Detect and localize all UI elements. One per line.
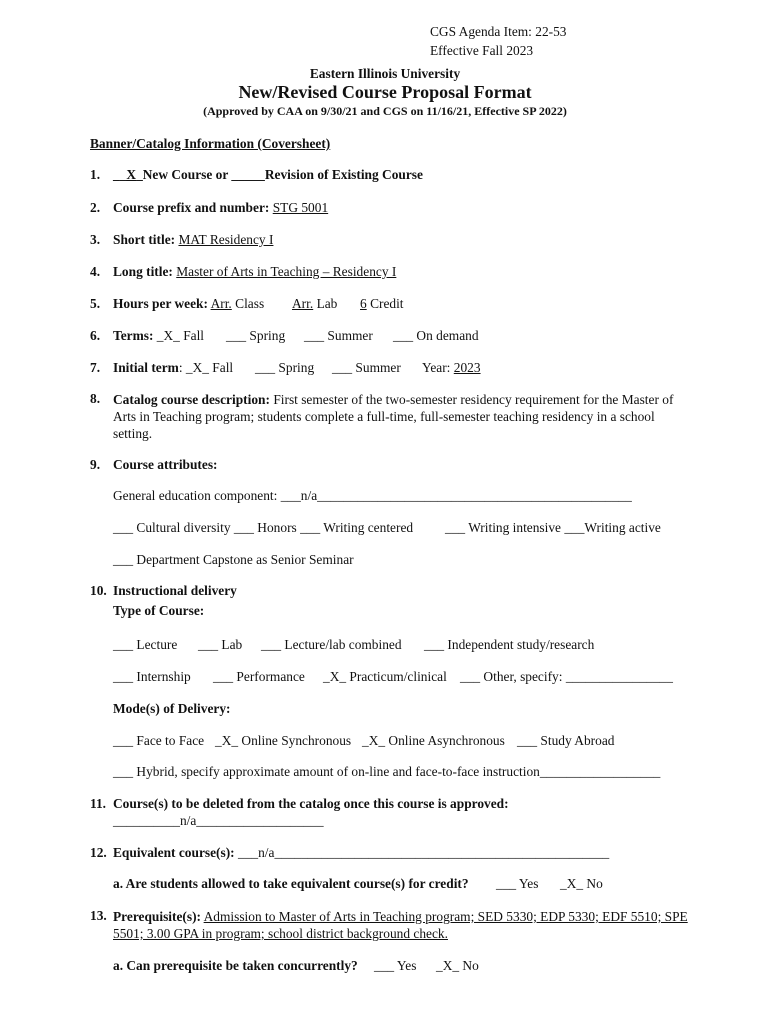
equivalent-credit-question: a. Are students allowed to take equivalent course(s) for credit? [113, 876, 469, 891]
long-title-value: Master of Arts in Teaching – Residency I [176, 264, 397, 279]
equivalent-courses: Equivalent course(s): ___n/a__________________________________________________ [113, 845, 610, 860]
concurrent-no: _X_ No [436, 958, 479, 973]
courses-deleted-value: __________n/a___________________ [113, 813, 324, 828]
prerequisite-concurrent-question: a. Can prerequisite be taken concurrently? [113, 958, 358, 973]
type-lecture: ___ Lecture [113, 637, 178, 652]
item-number: 6. [90, 328, 101, 343]
type-independent-study: ___ Independent study/research [424, 637, 595, 652]
department-capstone: ___ Department Capstone as Senior Seminar [113, 552, 354, 567]
short-title: Short title: MAT Residency I [113, 232, 274, 247]
item-number: 2. [90, 200, 101, 215]
terms: Terms: _X_ Fall [113, 328, 205, 343]
effective-date: Effective Fall 2023 [430, 43, 534, 58]
document-title: New/Revised Course Proposal Format [238, 82, 532, 102]
type-practicum: _X_ Practicum/clinical [323, 669, 447, 684]
item-number: 7. [90, 360, 101, 375]
mode-hybrid: ___ Hybrid, specify approximate amount of on-line and face-to-face instruction__________________ [113, 764, 661, 779]
mode-online-async: _X_ Online Asynchronous [362, 733, 505, 748]
concurrent-yes: ___ Yes [374, 958, 417, 973]
short-title-value: MAT Residency I [178, 232, 274, 247]
type-lab: ___ Lab [198, 637, 243, 652]
hours-per-week: Hours per week: Arr. Class [113, 296, 265, 311]
type-lecture-lab: ___ Lecture/lab combined [261, 637, 402, 652]
courses-deleted-label: Course(s) to be deleted from the catalog once this course is approved: [113, 796, 509, 811]
course-attributes-label: Course attributes: [113, 457, 218, 472]
item-number: 4. [90, 264, 101, 279]
long-title: Long title: Master of Arts in Teaching – Residency I [113, 264, 397, 279]
equivalent-yes: ___ Yes [496, 876, 539, 891]
approval-note: (Approved by CAA on 9/30/21 and CGS on 11/16/21, Effective SP 2022) [203, 104, 567, 118]
catalog-description: Catalog course description: First semester of the two-semester residency requirement for the Master of Arts in Teaching program; students complete a full-time, full-semester teaching residency in a school setting. [113, 392, 674, 441]
term-summer: ___ Summer [304, 328, 373, 343]
new-course-mark: X [126, 167, 137, 182]
lab-hours: Arr. Lab [292, 296, 338, 311]
credit-hours: 6 Credit [360, 296, 404, 311]
term-on-demand: ___ On demand [393, 328, 479, 343]
item-number: 11. [90, 796, 106, 811]
initial-term-spring: ___ Spring [255, 360, 315, 375]
mode-online-sync: _X_ Online Synchronous [215, 733, 352, 748]
item-number: 1. [90, 167, 101, 182]
initial-term-year: Year: 2023 [422, 360, 481, 375]
attributes-line: ___ Cultural diversity ___ Honors ___ Writing centered [113, 520, 414, 535]
general-education: General education component: ___n/a_______________________________________________ [113, 488, 632, 503]
item-number: 9. [90, 457, 101, 472]
section-heading: Banner/Catalog Information (Coversheet) [90, 136, 331, 151]
item-number: 3. [90, 232, 101, 247]
item-number: 8. [90, 391, 101, 406]
prerequisites-value: Admission to Master of Arts in Teaching program; SED 5330; EDP 5330; EDF 5510; SPE 5501; 3.00 GPA in program; school district background check. [113, 909, 688, 941]
type-other: ___ Other, specify: ________________ [460, 669, 673, 684]
mode-study-abroad: ___ Study Abroad [517, 733, 615, 748]
new-or-revision: __X_New Course or _____Revision of Existing Course [113, 167, 423, 182]
prerequisites: Prerequisite(s): Admission to Master of Arts in Teaching program; SED 5330; EDP 5330; EDF 5510; SPE 5501; 3.00 GPA in program; school district background check. [113, 909, 688, 941]
mode-of-delivery-label: Mode(s) of Delivery: [113, 701, 231, 716]
agenda-item: CGS Agenda Item: 22-53 [430, 24, 567, 39]
item-number: 5. [90, 296, 101, 311]
type-performance: ___ Performance [213, 669, 305, 684]
instructional-delivery-label: Instructional delivery [113, 583, 237, 598]
type-of-course-label: Type of Course: [113, 603, 205, 618]
initial-term-summer: ___ Summer [332, 360, 401, 375]
item-number: 13. [90, 908, 107, 923]
university-name: Eastern Illinois University [309, 66, 461, 81]
item-number: 10. [90, 583, 107, 598]
course-prefix-value: STG 5001 [272, 200, 329, 215]
initial-term: Initial term: _X_ Fall [113, 360, 234, 375]
type-internship: ___ Internship [113, 669, 191, 684]
course-prefix: Course prefix and number: STG 5001 [113, 200, 329, 215]
equivalent-no: _X_ No [560, 876, 603, 891]
term-spring: ___ Spring [226, 328, 286, 343]
attributes-writing: ___ Writing intensive ___Writing active [445, 520, 661, 535]
item-number: 12. [90, 845, 107, 860]
mode-face-to-face: ___ Face to Face [113, 733, 205, 748]
